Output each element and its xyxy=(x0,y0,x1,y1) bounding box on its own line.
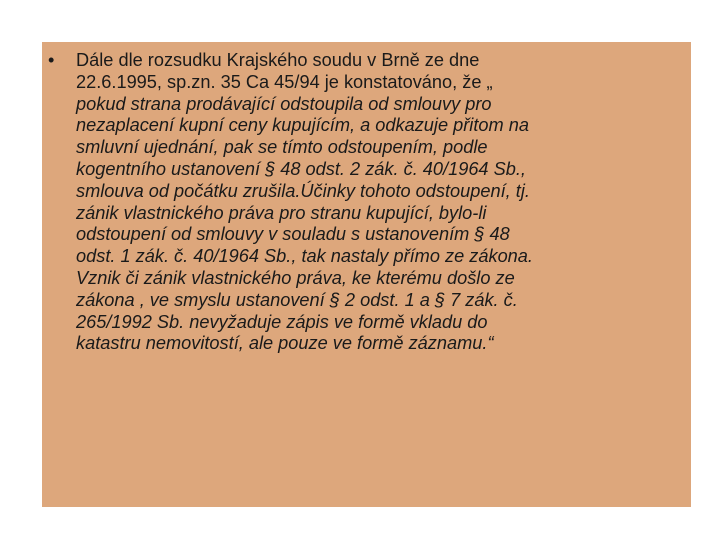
line-italic: pokud strana prodávající odstoupila od smlouvy pro xyxy=(76,93,492,114)
text-line xyxy=(76,50,688,72)
text-line xyxy=(76,268,688,290)
line-italic: kogentního ustanovení § 48 odst. 2 zák. č. 40/1964 Sb., xyxy=(76,158,526,179)
bullet-paragraph xyxy=(48,50,688,355)
bullet-text xyxy=(76,50,688,355)
line-normal: Dále dle rozsudku Krajského soudu v Brně ze dne xyxy=(76,50,480,70)
text-line xyxy=(76,94,688,116)
text-line xyxy=(76,159,688,181)
content-box xyxy=(42,42,691,507)
text-line xyxy=(76,224,688,246)
line-italic: Vznik či zánik vlastnického práva, ke kterému došlo ze xyxy=(76,267,515,288)
text-line xyxy=(76,290,688,312)
text-line xyxy=(76,115,688,137)
line-italic: smluvní ujednání, pak se tímto odstoupením, podle xyxy=(76,137,488,158)
line-italic: odstoupení od smlouvy v souladu s ustanovením § 48 xyxy=(76,224,510,245)
line-italic: smlouva od počátku zrušila.Účinky tohoto odstoupení, tj. xyxy=(76,180,530,201)
line-italic: zánik vlastnického práva pro stranu kupující, bylo-li xyxy=(76,202,487,223)
bullet-icon: • xyxy=(48,50,55,70)
text-line xyxy=(76,181,688,203)
text-line xyxy=(76,72,688,94)
line-italic: 265/1992 Sb. nevyžaduje zápis ve formě vkladu do xyxy=(76,311,488,332)
line-italic: odst. 1 zák. č. 40/1964 Sb., tak nastaly přímo ze zákona. xyxy=(76,246,533,267)
line-italic: nezaplacení kupní ceny kupujícím, a odkazuje přitom na xyxy=(76,115,529,136)
bullet-row xyxy=(48,50,688,355)
text-line xyxy=(76,203,688,225)
line-italic: zákona , ve smyslu ustanovení § 2 odst. 1 a § 7 zák. č. xyxy=(76,289,518,310)
line-italic: katastru nemovitostí, ale pouze ve formě záznamu.“ xyxy=(76,333,494,354)
text-line xyxy=(76,137,688,159)
text-line xyxy=(76,312,688,334)
line-normal: 22.6.1995, sp.zn. 35 Ca 45/94 je konstatováno, že „ xyxy=(76,71,493,92)
text-line xyxy=(76,333,688,355)
text-line xyxy=(76,246,688,268)
